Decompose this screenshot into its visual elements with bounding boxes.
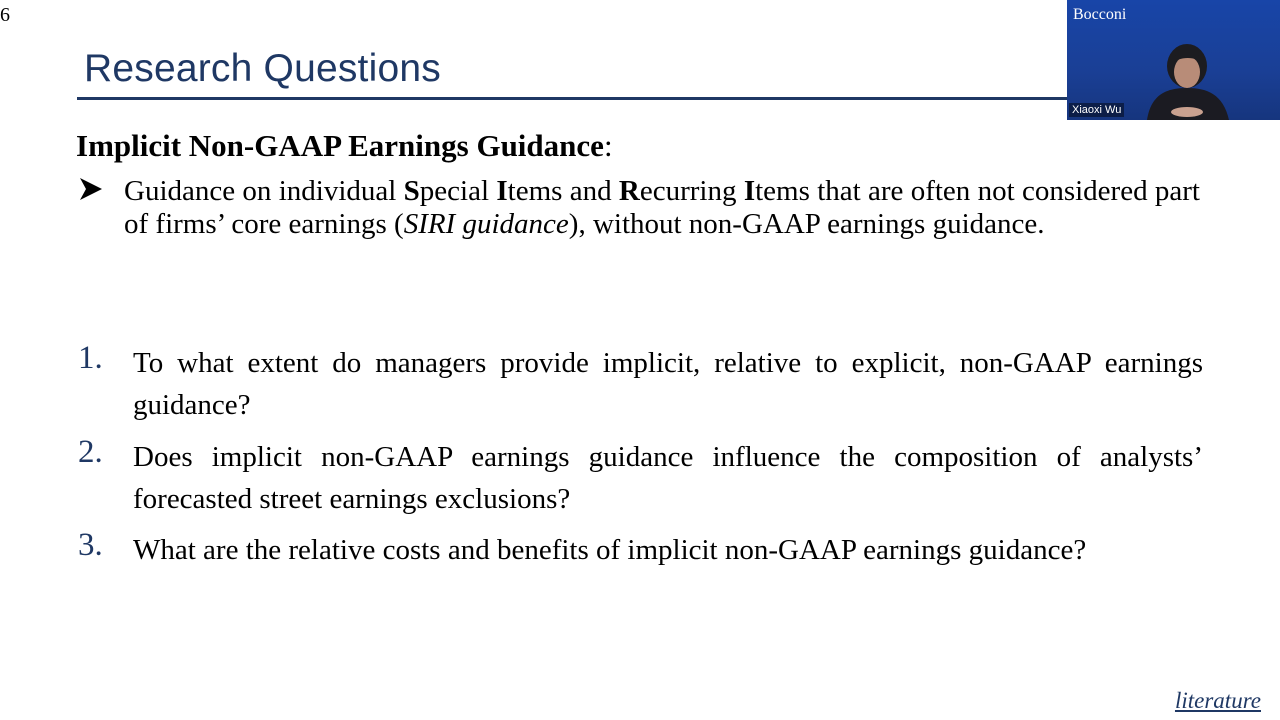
bullet-bold-letter: S: [403, 175, 420, 207]
section-heading-text: Implicit Non-GAAP Earnings Guidance: [76, 128, 604, 163]
question-text: What are the relative costs and benefits of implicit non-GAAP earnings guidance?: [133, 534, 1087, 566]
bullet-bold-letter: I: [496, 175, 508, 207]
participant-name-label: Xiaoxi Wu: [1069, 103, 1124, 117]
slide-title: Research Questions: [84, 47, 441, 90]
bullet-text-part: ), without non-GAAP earnings guidance.: [568, 208, 1045, 240]
question-number: 3.: [78, 527, 103, 563]
bullet-text-part: Guidance on individual: [124, 175, 404, 207]
section-heading: [76, 128, 613, 164]
bullet-definition: [124, 175, 1200, 241]
arrowhead-bullet-icon: [78, 176, 104, 202]
bullet-bold-letter: R: [618, 175, 640, 207]
question-text: Does implicit non-GAAP earnings guidance influence the composition of analysts’ forecasted street earnings exclusions?: [133, 441, 1203, 515]
section-heading-colon: :: [603, 128, 613, 163]
literature-link[interactable]: literature: [1174, 688, 1261, 713]
bullet-text-part: tems and: [507, 175, 619, 207]
question-number: 1.: [78, 340, 103, 376]
question-text: To what extent do managers provide implicit, relative to explicit, non-GAAP earnings guidance?: [133, 347, 1203, 421]
bullet-text-part: ecurring: [639, 175, 744, 207]
participant-video-tile[interactable]: [1067, 0, 1280, 120]
question-number: 2.: [78, 434, 103, 470]
bocconi-logo: Bocconi: [1073, 6, 1127, 23]
bullet-bold-letter: I: [743, 175, 756, 207]
slide-number: 6: [0, 4, 10, 26]
bullet-text-part: pecial: [419, 175, 497, 207]
title-divider: [77, 97, 1072, 100]
participant-avatar-icon: [1137, 36, 1237, 120]
bullet-italic-term: SIRI guidance: [403, 208, 569, 240]
bullet-text-part: tems that are often not considered part of firms’ core earnings (: [124, 175, 1200, 240]
